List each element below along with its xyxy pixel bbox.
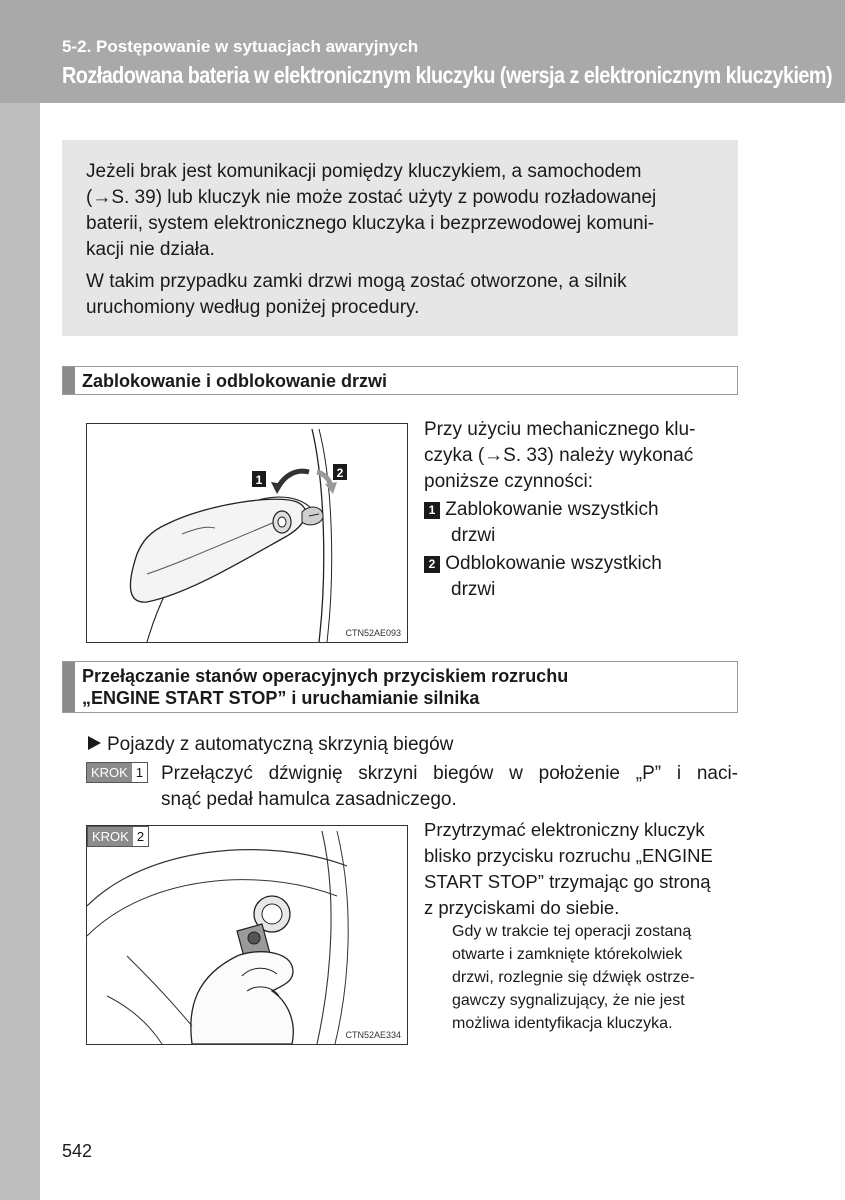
intro-paragraph-2 [86, 269, 718, 321]
list-item-lock [424, 497, 738, 549]
key-near-button-figure [86, 825, 408, 1045]
text-line: snąć pedał hamulca zasadniczego. [161, 789, 457, 810]
item-number-badge: 2 [424, 556, 440, 573]
item-label: Zablokowanie wszystkich [445, 499, 659, 520]
note-line: możliwa identyfikacja kluczyka. [452, 1015, 673, 1032]
step-number: 1 [132, 763, 147, 782]
text-line: Przełączyć dźwignię skrzyni biegów w położenie „P” i naci- [161, 763, 738, 784]
section-heading-text: Przełączanie stanów operacyjnych przyciskiem rozruchu [82, 666, 569, 686]
text-line: Przy użyciu mechanicznego klu- [424, 419, 696, 440]
intro-line: uruchomiony według poniżej procedury. [86, 297, 420, 318]
note-line: gawczy sygnalizujący, że nie jest [452, 992, 685, 1009]
figure-code: CTN52AE334 [345, 1030, 401, 1040]
section-heading-text: Zablokowanie i odblokowanie drzwi [82, 371, 388, 391]
text-line: czyka (→S. 33) należy wykonać [424, 445, 694, 466]
intro-box [62, 140, 738, 336]
note-line: drzwi, rozlegnie się dźwięk ostrze- [452, 969, 695, 986]
left-margin-strip [0, 0, 40, 1200]
vehicle-type: Pojazdy z automatyczną skrzynią biegów [107, 734, 454, 755]
item-label-cont: drzwi [451, 525, 496, 546]
note-line: Gdy w trakcie tej operacji zostaną [452, 923, 692, 940]
step-1-badge [86, 762, 148, 783]
page-title: Rozładowana bateria w elektronicznym kluczyku (wersja z elektronicznym kluczykiem) [62, 62, 833, 88]
triangle-bullet-icon [86, 735, 102, 751]
item-label-cont: drzwi [451, 579, 496, 600]
step-1-text [161, 761, 738, 813]
lock-instructions [424, 417, 738, 603]
text-line: START STOP” trzymając go stroną [424, 871, 711, 892]
intro-line: W takim przypadku zamki drzwi mogą zostać otworzone, a silnik [86, 271, 627, 292]
key-near-button-illustration [87, 826, 407, 1044]
step-number: 2 [133, 827, 148, 846]
item-label: Odblokowanie wszystkich [445, 553, 662, 574]
step-2-badge [87, 826, 149, 847]
figure-label-1: 1 [255, 473, 263, 487]
text-line: Przytrzymać elektroniczny kluczyk [424, 819, 705, 840]
figure-label-2: 2 [336, 466, 344, 480]
section-heading-lock [62, 366, 738, 395]
page-header [0, 0, 845, 103]
door-handle-illustration [87, 424, 407, 642]
intro-line: baterii, system elektronicznego kluczyka i bezprzewodowej komuni- [86, 213, 655, 234]
step-2-note [452, 920, 738, 1035]
page-number: 542 [62, 1141, 93, 1161]
section-heading-engine [62, 661, 738, 713]
heading-bar [63, 367, 75, 394]
step-label: KROK [88, 827, 133, 846]
item-number-badge: 1 [424, 502, 440, 519]
text-line: blisko przycisku rozruchu „ENGINE [424, 845, 713, 866]
vehicle-type-line [86, 732, 453, 758]
door-handle-figure [86, 423, 408, 643]
intro-line: kacji nie działa. [86, 239, 215, 260]
step-2-text [424, 817, 740, 921]
intro-paragraph-1 [86, 159, 718, 263]
heading-bar [63, 662, 75, 712]
section-heading-text: „ENGINE START STOP” i uruchamianie silnika [82, 688, 480, 708]
section-label: 5-2. Postępowanie w sytuacjach awaryjnych [62, 37, 419, 56]
list-item-unlock [424, 551, 738, 603]
text-line: z przyciskami do siebie. [424, 897, 620, 918]
note-line: otwarte i zamknięte którekolwiek [452, 946, 683, 963]
step-label: KROK [87, 763, 132, 782]
intro-line: (→S. 39) lub kluczyk nie może zostać użyty z powodu rozładowanej [86, 187, 657, 208]
figure-code: CTN52AE093 [345, 628, 401, 638]
intro-line: Jeżeli brak jest komunikacji pomiędzy kluczykiem, a samochodem [86, 161, 642, 182]
text-line: poniższe czynności: [424, 471, 593, 492]
